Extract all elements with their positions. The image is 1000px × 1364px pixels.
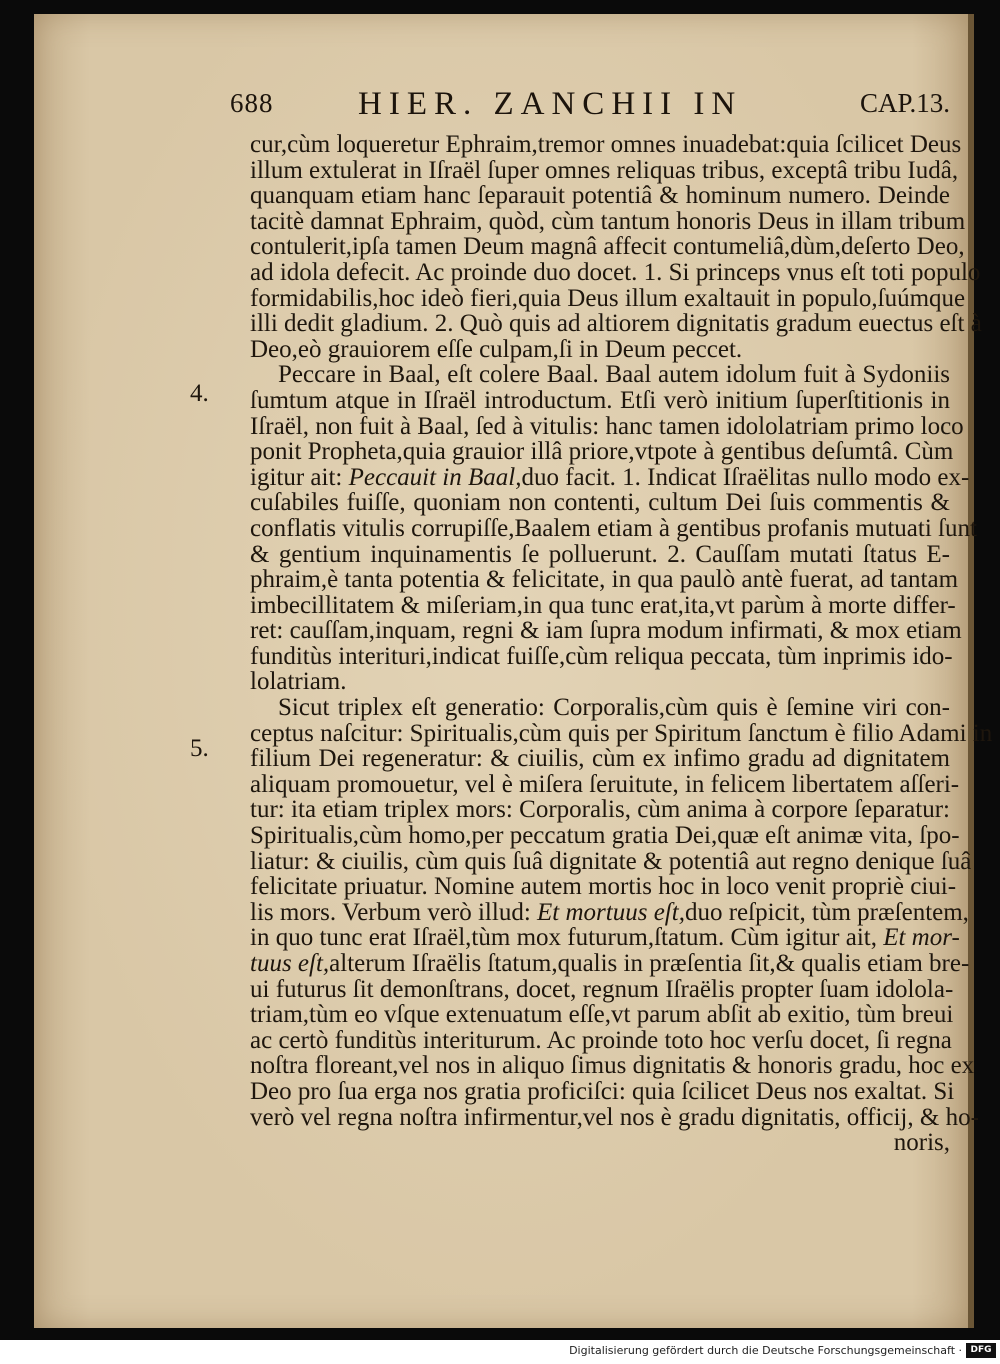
text-line: quanquam etiam hanc ſeparauit potentiâ & hominum numero. Deinde bbox=[250, 182, 950, 210]
verse-number-4: 4. bbox=[190, 380, 209, 407]
text-line: ſumtum atque in Iſraël introductum. Etſi verò initium ſuperſtitionis in bbox=[250, 386, 950, 414]
text-line: triam,tùm eo vſque extenuatum eſſe,vt parum abſit ab exitio, tùm breui bbox=[250, 1001, 954, 1029]
text-line: igitur ait: Peccauit in Baal,duo facit. 1. Indicat Iſraëlitas nullo modo ex- bbox=[250, 463, 970, 491]
text-line: tacitè damnat Ephraim, quòd, cùm tantum honoris Deus in illam tribum bbox=[250, 207, 966, 235]
body-text bbox=[250, 131, 993, 1157]
italic-quote: tuus eſt, bbox=[250, 950, 330, 977]
italic-quote: Peccauit in Baal, bbox=[348, 463, 522, 491]
text-line: noſtra floreant,vel nos in aliquo ſimus dignitatis & honoris gradu, hoc ex bbox=[250, 1052, 975, 1080]
text-line: ui futurus ſit demonſtrans, docet, regnum Iſraëlis propter ſuam idolola- bbox=[250, 975, 954, 1003]
text-line: illum extulerat in Iſraël ſuper omnes reliquas tribus, exceptâ tribu Iudâ, bbox=[250, 156, 959, 184]
text-line: verò vel regna noſtra infirmentur,vel nos è gradu dignitatis, officij, & ho- bbox=[250, 1103, 979, 1131]
text-line: felicitate priuatur. Nomine autem mortis hoc in loco venit propriè ciui- bbox=[250, 873, 957, 901]
text-line: imbecillitatem & miſeriam,in qua tunc erat,ita,vt parùm à morte differ- bbox=[250, 591, 956, 619]
text-line: ceptus naſcitur: Spiritualis,cùm quis per Spiritum ſanctum è filio Adami in bbox=[250, 719, 993, 747]
text-line: phraim,è tanta potentia & felicitate, in qua paulò antè fuerat, ad tantam bbox=[250, 566, 959, 594]
page-edge bbox=[968, 14, 974, 1328]
text-line: lolatriam. bbox=[250, 668, 347, 696]
text-line: tur: ita etiam triplex mors: Corporalis, cùm anima à corpore ſeparatur: bbox=[250, 796, 950, 824]
text-line: ret: cauſſam,inquam, regni & iam ſupra modum infirmati, & mox etiam bbox=[250, 617, 962, 645]
italic-quote: Et mortuus eſt, bbox=[537, 898, 685, 926]
page-header bbox=[230, 88, 950, 128]
text-line: lis mors. Verbum verò illud: Et mortuus eſt,duo reſpicit, tùm præſentem, bbox=[250, 898, 969, 926]
text-line: illi dedit gladium. 2. Quò quis ad altiorem dignitatis gradum euectus eſt à bbox=[250, 310, 982, 338]
funding-notice: Digitalisierung gefördert durch die Deutsche Forschungsgemeinschaft · bbox=[569, 1344, 962, 1357]
text-line: filium Dei regeneratur: & ciuilis, cùm ex infimo gradu ad dignitatem bbox=[250, 745, 950, 773]
text-line: ac certò funditùs interiturum. Ac proinde toto hoc verſu docet, ſi regna bbox=[250, 1026, 952, 1054]
text-line: Peccare in Baal, eſt colere Baal. Baal autem idolum fuit à Sydoniis bbox=[278, 361, 950, 389]
text-line: Deo,eò grauiorem eſſe culpam,ſi in Deum peccet. bbox=[250, 335, 743, 363]
text-line: Deo pro ſua erga nos gratia proficiſci: quia ſcilicet Deus nos exaltat. Si bbox=[250, 1077, 955, 1105]
page-number: 688 bbox=[230, 88, 274, 118]
running-title: HIER. ZANCHII IN bbox=[358, 86, 743, 122]
text-line: conflatis vitulis corrupiſſe,Baalem etiam à gentibus profanis mutuati ſunt bbox=[250, 514, 977, 542]
text-line: in quo tunc erat Iſraël,tùm mox futurum,ſtatum. Cùm igitur ait, Et mor- bbox=[250, 924, 960, 952]
verse-number-5: 5. bbox=[190, 735, 209, 762]
text-line: aliquam promouetur, vel è miſera ſeruitute, in felicem libertatem aſſeri- bbox=[250, 770, 960, 798]
text-line: liatur: & ciuilis, cùm quis ſuâ dignitate & potentiâ aut regno denique ſuâ bbox=[250, 847, 972, 875]
text-line: Spiritualis,cùm homo,per peccatum gratia Dei,quæ eſt animæ vita, ſpo- bbox=[250, 822, 960, 850]
chapter-label: CAP.13. bbox=[859, 88, 950, 118]
text-line: funditùs interituri,indicat fuiſſe,cùm reliqua peccata, tùm inprimis ido- bbox=[250, 642, 953, 670]
text-line: Iſraël, non fuit à Baal, ſed à vitulis: hanc tamen idololatriam primo loco bbox=[250, 412, 964, 440]
text-line: ad idola defecit. Ac proinde duo docet. 1. Si princeps vnus eſt toti populo bbox=[250, 258, 981, 286]
text-line: tuus eſt,alterum Iſraëlis ſtatum,qualis in præſentia ſit,& qualis etiam bre- bbox=[250, 950, 970, 977]
text-line: formidabilis,hoc ideò fieri,quia Deus illum exaltauit in populo,ſuúmque bbox=[250, 284, 966, 312]
text-line: noris, bbox=[893, 1129, 950, 1157]
text-line: cuſabiles fuiſſe, quoniam non contenti, cultum Dei ſuis commentis & bbox=[250, 489, 950, 517]
text-line: contulerit,ipſa tamen Deum magnâ affecit contumeliâ,dùm,deſerto Deo, bbox=[250, 233, 965, 261]
dfg-logo: DFG bbox=[966, 1343, 996, 1358]
text-line: ponit Propheta,quia grauior illâ priore,vtpote à gentibus deſumtâ. Cùm bbox=[250, 438, 954, 466]
text-line: Sicut triplex eſt generatio: Corporalis,cùm quis è ſemine viri con- bbox=[278, 694, 950, 722]
footer-bar bbox=[0, 1340, 1000, 1364]
text-line: & gentium inquinamentis ſe polluerunt. 2. Cauſſam mutati ſtatus E- bbox=[250, 540, 950, 568]
text-line: cur,cùm loqueretur Ephraim,tremor omnes inuadebat:quia ſcilicet Deus bbox=[250, 131, 962, 158]
italic-quote: Et mor- bbox=[883, 924, 960, 952]
